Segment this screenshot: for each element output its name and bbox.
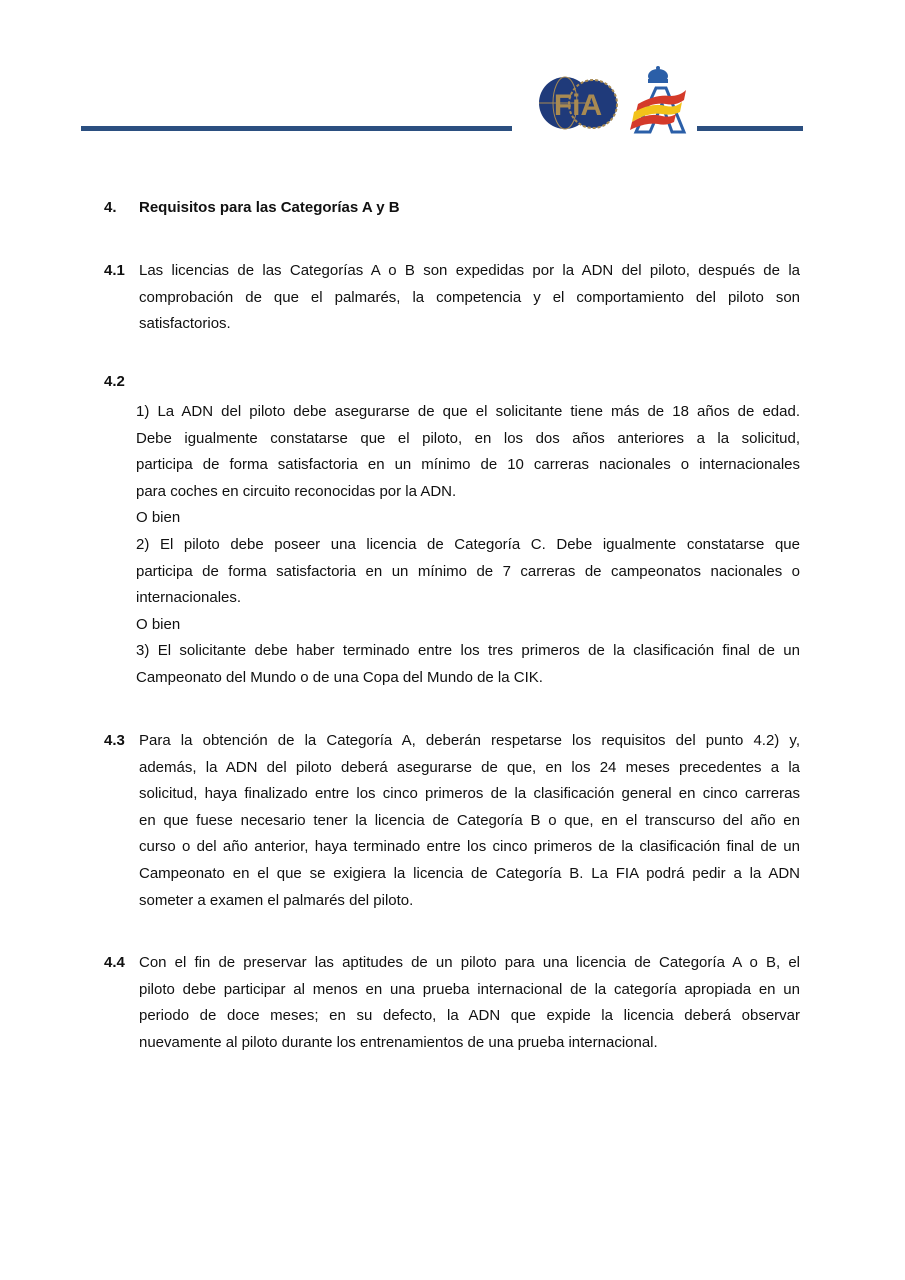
text-line: periodo de doce meses; en su defecto, la ADN que expide la licencia deberá observar	[139, 1007, 800, 1025]
text-line: internacionales.	[136, 589, 242, 607]
text-line: participa de forma satisfactoria en un mínimo de 10 carreras nacionales o internacionales	[136, 456, 800, 474]
fia-logo-icon	[537, 75, 619, 131]
header-rule-left	[81, 126, 512, 131]
text-line: someter a examen el palmarés del piloto.	[139, 891, 414, 909]
text-line: 1) La ADN del piloto debe asegurarse de que el solicitante tiene más de 18 años de edad.	[136, 403, 800, 420]
text-line: Para la obtención de la Categoría A, deberán respetarse los requisitos del punto 4.2) y,	[139, 732, 800, 749]
text-line: Con el fin de preservar las aptitudes de un piloto para una licencia de Categoría A o B, el	[139, 954, 800, 971]
rfeda-logo-icon	[626, 64, 690, 134]
text-line: O bien	[136, 509, 181, 527]
text-line: Debe igualmente constatarse que el piloto, en los dos años anteriores a la solicitud,	[136, 429, 800, 447]
text-line: nuevamente al piloto durante los entrenamientos de una prueba internacional.	[139, 1033, 658, 1051]
text-line: satisfactorios.	[139, 315, 231, 333]
crown-icon	[648, 66, 668, 83]
text-line: 2) El piloto debe poseer una licencia de Categoría C. Debe igualmente constatarse que	[136, 535, 800, 553]
paragraph-4-3	[104, 728, 800, 914]
paragraph-4-1	[104, 258, 800, 338]
text-line: en que fuese necesario tener la licencia de Categoría B o que, en el transcurso del año en	[139, 811, 800, 829]
section-heading	[104, 199, 400, 216]
text-line: para coches en circuito reconocidas por la ADN.	[136, 482, 457, 500]
text-line: 3) El solicitante debe haber terminado entre los tres primeros de la clasificación final de un	[136, 642, 800, 660]
paragraph-4-2	[136, 399, 800, 692]
text-line: O bien	[136, 615, 181, 633]
text-line: Las licencias de las Categorías A o B son expedidas por la ADN del piloto, después de la	[139, 262, 800, 279]
header-rule-right	[697, 126, 803, 131]
text-line: curso o del año anterior, haya terminado entre los cinco primeros de la clasificación final de un	[139, 838, 800, 856]
paragraph-number-4-2: 4.2	[104, 373, 125, 390]
text-line: participa de forma satisfactoria en un mínimo de 7 carreras de campeonatos nacionales o	[136, 562, 800, 580]
section-number: 4.	[104, 199, 117, 216]
section-title: Requisitos para las Categorías A y B	[139, 199, 400, 216]
paragraph-number: 4.1	[104, 262, 125, 279]
text-line: Campeonato del Mundo o de una Copa del Mundo de la CIK.	[136, 668, 543, 686]
paragraph-4-4	[104, 950, 800, 1056]
text-line: comprobación de que el palmarés, la competencia y el comportamiento del piloto son	[139, 288, 800, 306]
paragraph-number: 4.3	[104, 732, 125, 749]
text-line: Campeonato en el que se exigiera la licencia de Categoría B. La FIA podrá pedir a la ADN	[139, 864, 800, 882]
svg-text:FiA: FiA	[553, 89, 603, 122]
text-line: piloto debe participar al menos en una prueba internacional de la categoría apropiada en un	[139, 980, 800, 998]
paragraph-number: 4.4	[104, 954, 125, 971]
text-line: solicitud, haya finalizado entre los cinco primeros de la clasificación general en cinco carreras	[139, 785, 800, 803]
text-line: además, la ADN del piloto deberá asegurarse de que, en los 24 meses precedentes a la	[139, 758, 800, 776]
